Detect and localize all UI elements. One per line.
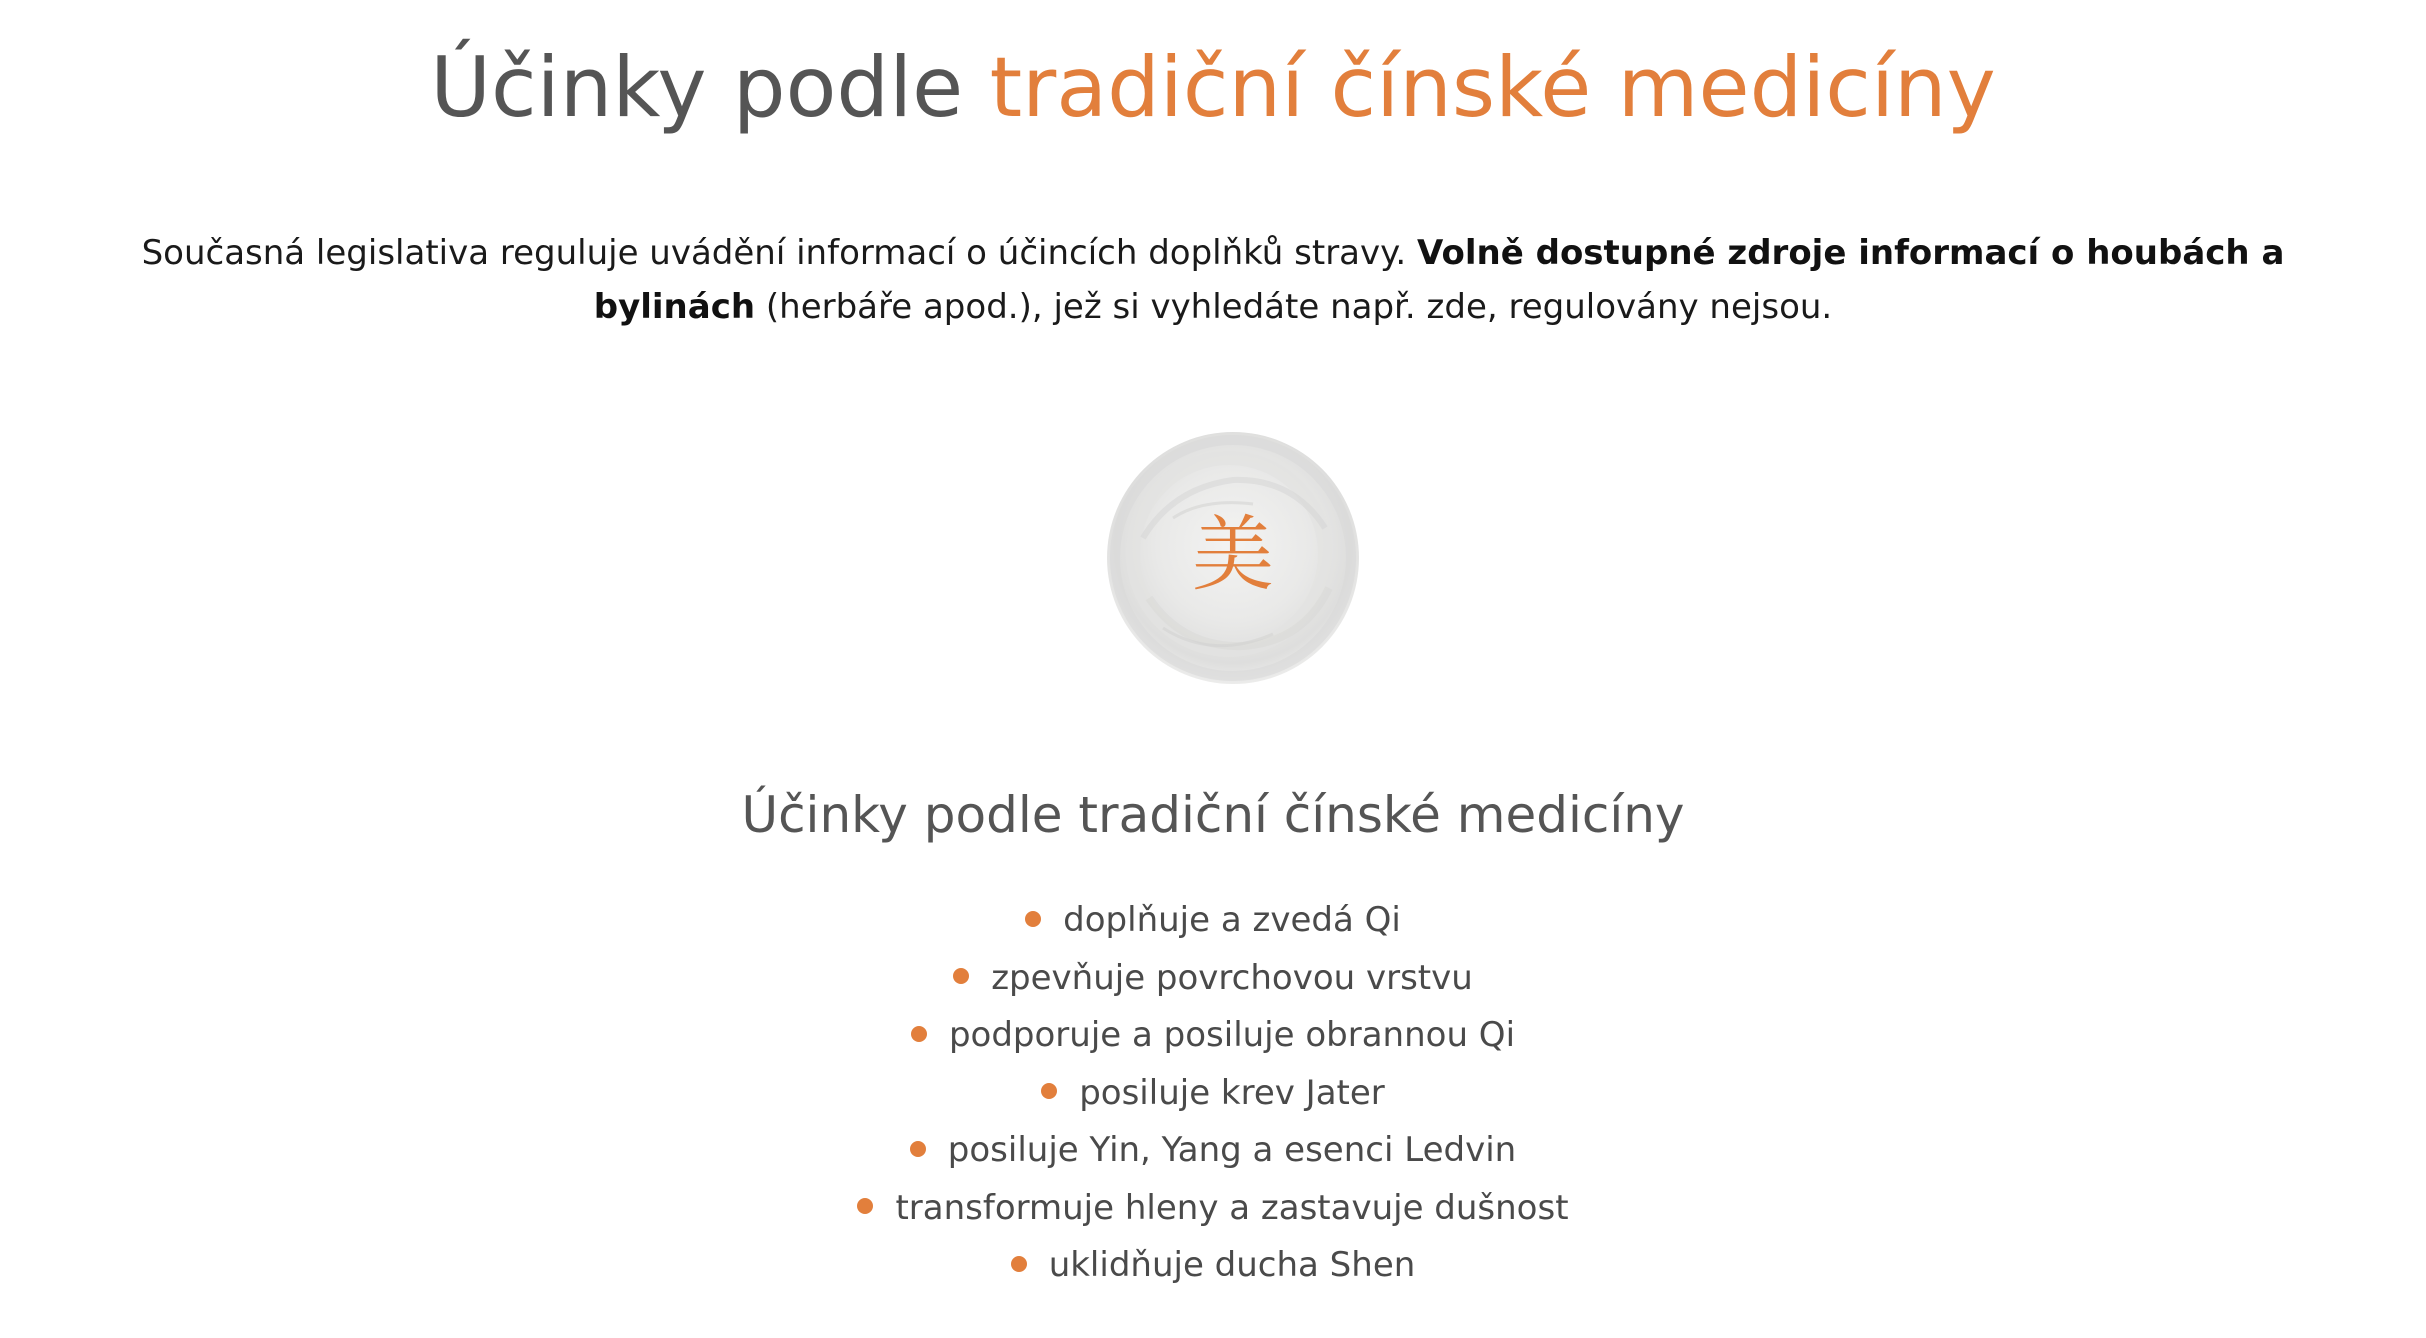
list-item — [0, 1237, 2426, 1295]
list-item — [0, 1065, 2426, 1123]
effects-list — [0, 892, 2426, 1295]
list-item — [0, 950, 2426, 1008]
bullet-dot-icon — [857, 1198, 873, 1214]
list-item — [0, 1180, 2426, 1238]
bullet-dot-icon — [911, 1026, 927, 1042]
section-title: Účinky podle tradiční čínské medicíny — [741, 786, 1685, 844]
intro-text-start: Současná legislativa reguluje uvádění informací o účincích doplňků stravy. — [141, 233, 1418, 273]
list-item-text: zpevňuje povrchovou vrstvu — [991, 957, 1473, 998]
list-item-text: posiluje krev Jater — [1079, 1072, 1385, 1113]
list-item-text: uklidňuje ducha Shen — [1048, 1245, 1416, 1285]
list-item — [0, 1007, 2426, 1065]
bullet-dot-icon — [1025, 911, 1041, 927]
bullet-dot-icon — [1011, 1256, 1027, 1272]
list-item-text: posiluje Yin, Yang a esenci Ledvin — [947, 1130, 1517, 1170]
page-title-accent: tradiční čínské medicíny — [989, 39, 1996, 136]
bullet-dot-icon — [1041, 1083, 1057, 1099]
page-title-part1: Účinky podle — [430, 39, 990, 136]
list-item — [0, 892, 2426, 950]
intro-text-end: (herbáře apod.), jež si vyhledáte např. zde, regulovány nejsou. — [755, 287, 1833, 327]
page-title — [0, 38, 2426, 138]
intro-paragraph — [90, 226, 2336, 334]
emblem-glyph: 美 — [1191, 507, 1275, 603]
list-item-text: doplňuje a zvedá Qi — [1063, 900, 1401, 940]
ink-circle-emblem-icon — [1103, 428, 1363, 688]
bullet-dot-icon — [953, 968, 969, 984]
list-item-text: transformuje hleny a zastavuje dušnost — [895, 1187, 1569, 1228]
intro-text-bold: Volně dostupné zdroje informací o houbách a bylinách — [593, 233, 2285, 327]
list-item-text: podporuje a posiluje obrannou Qi — [948, 1015, 1516, 1055]
emblem-graphic — [1103, 428, 1363, 688]
bullet-dot-icon — [910, 1141, 926, 1157]
list-item — [0, 1122, 2426, 1180]
